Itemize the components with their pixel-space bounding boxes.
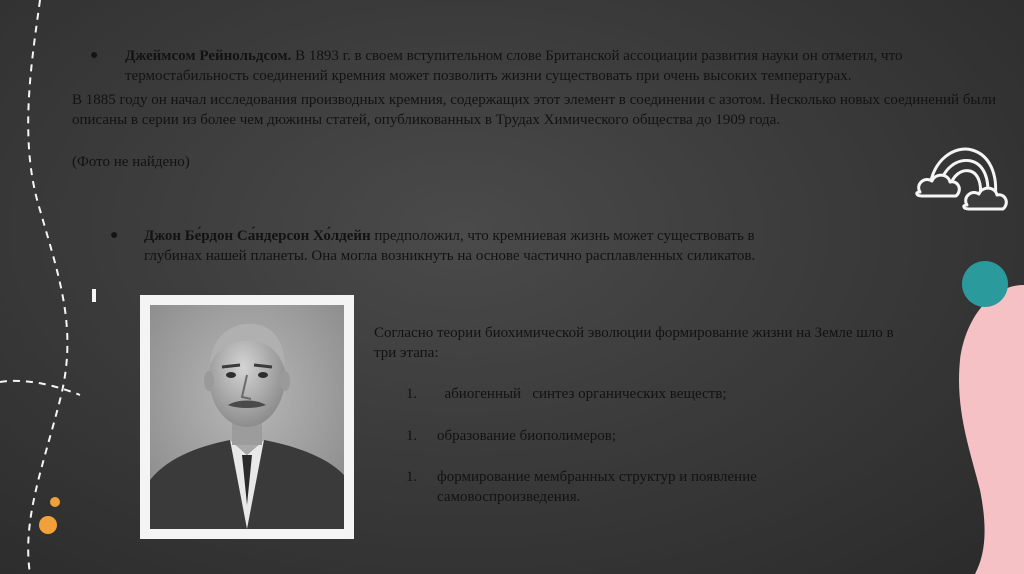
stage-number: 1.: [406, 428, 418, 444]
white-tick-mark: [92, 289, 96, 302]
reynolds-name: Джеймсом Рейнольдсом.: [125, 48, 292, 64]
stage-text: образование биополимеров;: [437, 428, 617, 444]
dashed-line-decoration: [0, 381, 80, 395]
stage-number: 1.: [406, 386, 418, 402]
bullet-marker: ●: [90, 48, 99, 63]
bullet-marker: ●: [110, 228, 119, 243]
teal-circle-decoration: [962, 261, 1008, 307]
haldane-portrait: [140, 295, 354, 539]
reynolds-research-text: В 1885 году он начал исследования производных кремния, содержащих этот элемент в соединении с азотом. Несколько новых соединений были описаны в серии из более чем дюжины статей, опубликованных в Трудах Химического общества до 1909 года.: [72, 92, 996, 128]
photo-not-found-note: (Фото не найдено): [72, 154, 190, 170]
pink-blob-decoration: [959, 285, 1024, 574]
stage-text: абиогенный синтез органических веществ;: [437, 386, 727, 402]
stage-text: формирование мембранных структур и появление самовоспроизведения.: [437, 469, 757, 505]
haldane-paragraph: [144, 226, 784, 266]
haldane-text: предположил, что кремниевая жизнь может существовать в глубинах нашей планеты. Она могла возникнуть на основе частично расплавленных силикатов.: [144, 228, 756, 264]
orange-dot-large: [39, 516, 57, 534]
haldane-name: Джон Бе́рдон Са́ндерсон Хо́лдейн: [144, 228, 371, 244]
dashed-curve-decoration: [28, 0, 67, 574]
evolution-intro: Согласно теории биохимической эволюции формирование жизни на Земле шло в три этапа:: [374, 325, 894, 361]
orange-dot-small: [50, 497, 60, 507]
cloud-icon: [917, 175, 1007, 209]
reynolds-paragraph: [125, 46, 1005, 86]
stage-number: 1.: [406, 469, 418, 485]
reynolds-text-1: В 1893 г. в своем вступительном слове Британской ассоциации развития науки он отметил, что термостабильность соединений кремния может позволить жизни существовать при очень высоких температурах.: [125, 48, 903, 84]
portrait-image: [150, 305, 344, 529]
